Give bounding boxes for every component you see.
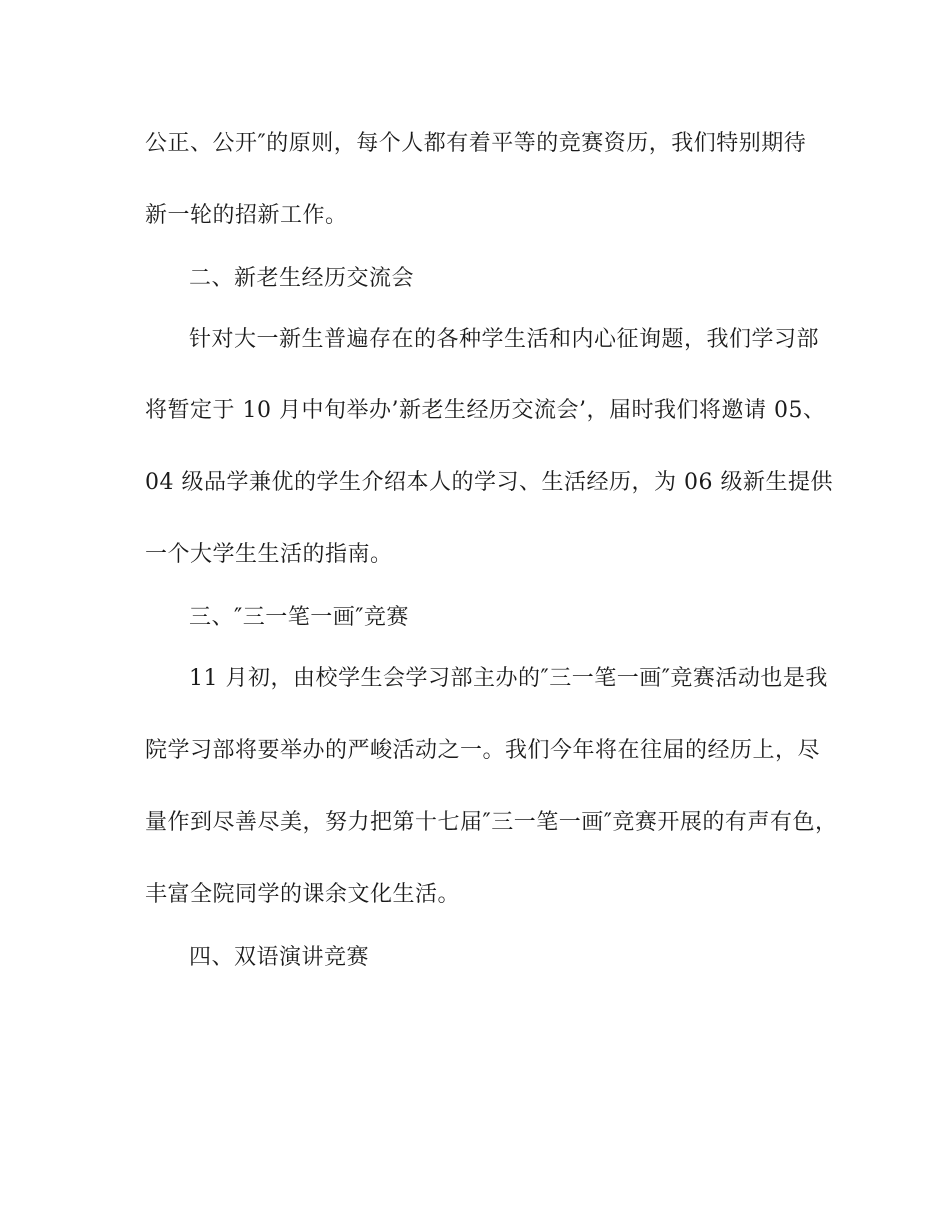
paragraph-line: 院学习部将要举办的严峻活动之一。我们今年将在往届的经历上，尽	[145, 738, 821, 763]
paragraph-line: 一个大学生生活的指南。	[145, 542, 393, 567]
paragraph-line: 11 月初，由校学生会学习部主办的″三一笔一画″竞赛活动也是我	[189, 666, 828, 691]
paragraph-line: 将暂定于 10 月中旬举办’新老生经历交流会’，届时我们将邀请 05、	[145, 398, 826, 423]
paragraph-line: 针对大一新生普遍存在的各种学生活和内心征询题，我们学习部	[189, 327, 820, 352]
paragraph-line: 新一轮的招新工作。	[145, 203, 348, 228]
paragraph-line: 量作到尽善尽美，努力把第十七届″三一笔一画″竞赛开展的有声有色，	[145, 810, 838, 835]
section-heading: 三、″三一笔一画″竞赛	[189, 605, 409, 630]
section-heading: 二、新老生经历交流会	[189, 266, 415, 291]
paragraph-line: 公正、公开″的原则，每个人都有着平等的竞赛资历，我们特别期待	[145, 131, 807, 156]
paragraph-line: 04 级品学兼优的学生介绍本人的学习、生活经历，为 06 级新生提供	[145, 470, 833, 495]
section-heading: 四、双语演讲竞赛	[189, 945, 370, 970]
paragraph-line: 丰富全院同学的课余文化生活。	[145, 882, 461, 907]
